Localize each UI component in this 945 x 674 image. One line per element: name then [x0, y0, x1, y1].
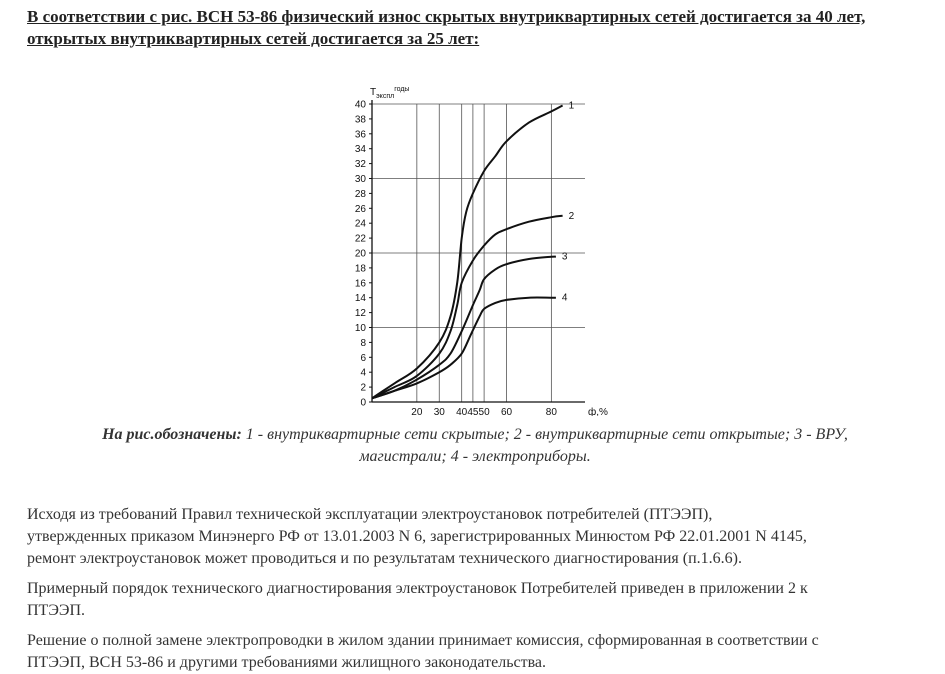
- paragraph-line: ремонт электроустановок может проводиться и по результатам технического диагностирования (п.1.6.6).: [27, 550, 742, 567]
- caption-label: На рис.обозначены:: [102, 426, 242, 443]
- series-label-4: 4: [561, 292, 568, 304]
- axis-labels: [370, 86, 608, 416]
- y-axis-label-sup: годы: [394, 86, 410, 93]
- x-tick-label: 30: [433, 407, 445, 416]
- series-curve-4: [372, 298, 556, 399]
- caption-line-1: [40, 424, 910, 446]
- y-tick-label: 20: [354, 248, 366, 260]
- x-axis-label: ф,%: [588, 407, 608, 416]
- y-tick-label: 32: [354, 159, 366, 171]
- heading-line-2: открытых внутриквартирных сетей достигается за 25 лет:: [27, 29, 480, 48]
- y-tick-label: 22: [354, 233, 366, 245]
- x-tick-label: 40: [456, 407, 468, 416]
- y-tick-label: 2: [360, 382, 366, 394]
- paragraph-line: утвержденных приказом Минэнерго РФ от 13.01.2003 N 6, зарегистрированных Минюстом РФ 22.01.2001 N 4145,: [27, 528, 807, 545]
- y-tick-label: 8: [360, 337, 366, 349]
- y-axis-label-sub: экспл: [376, 93, 395, 100]
- y-axis-label-main: Т: [370, 87, 377, 98]
- caption-line-2: магистрали; 4 - электроприборы.: [359, 448, 591, 465]
- y-tick-label: 4: [360, 367, 366, 379]
- y-tick-label: 12: [354, 308, 366, 320]
- y-tick-labels: [355, 100, 367, 409]
- x-tick-label: 60: [500, 407, 513, 416]
- y-tick-label: 10: [354, 323, 366, 334]
- paragraph-line: Исходя из требований Правил технической эксплуатации электроустановок потребителей (ПТЭЭП),: [27, 506, 713, 523]
- y-tick-label: 24: [354, 218, 366, 230]
- paragraph-ptee: [27, 504, 927, 570]
- x-tick-label: 45: [467, 407, 479, 416]
- y-tick-label: 18: [354, 263, 366, 275]
- caption-text: 1 - внутриквартирные сети скрытые; 2 - внутриквартирные сети открытые; 3 - ВРУ,: [241, 426, 848, 443]
- wear-chart: [340, 84, 610, 416]
- series-label-3: 3: [561, 251, 568, 263]
- paragraph-line: ПТЭЭП, ВСН 53-86 и другими требованиями жилищного законодательства.: [27, 654, 547, 671]
- heading-line-1: В соответствии с рис. ВСН 53-86 физический износ скрытых внутриквартирных сетей достигается за 40 лет,: [27, 7, 866, 26]
- paragraph-line: Решение о полной замене электропроводки в жилом здании принимает комиссия, сформированная в соответствии с: [27, 632, 819, 649]
- series-label-1: 1: [568, 100, 575, 112]
- x-tick-labels: [411, 407, 557, 416]
- paragraph-commission: [27, 630, 927, 674]
- y-axis-label: [370, 86, 409, 100]
- y-tick-label: 14: [354, 293, 366, 305]
- series-label-2: 2: [568, 210, 575, 222]
- series-curve-2: [372, 216, 563, 398]
- paragraph-diagnostics: [27, 578, 927, 622]
- y-tick-label: 36: [354, 129, 366, 141]
- chart-axes: [369, 100, 585, 402]
- x-tick-label: 80: [545, 407, 557, 416]
- y-tick-label: 40: [354, 99, 366, 111]
- y-tick-label: 0: [360, 397, 366, 409]
- y-tick-label: 16: [354, 278, 366, 290]
- x-tick-label: 20: [411, 407, 423, 416]
- figure-caption: [40, 424, 910, 468]
- series-curve-1: [372, 106, 563, 399]
- y-tick-label: 26: [354, 203, 366, 215]
- y-tick-label: 6: [360, 352, 366, 364]
- y-tick-label: 38: [354, 114, 366, 126]
- y-tick-label: 34: [354, 144, 366, 156]
- heading: [27, 6, 927, 50]
- y-tick-label: 30: [354, 174, 366, 185]
- paragraph-line: ПТЭЭП.: [27, 602, 86, 619]
- y-tick-label: 28: [354, 188, 366, 200]
- paragraph-line: Примерный порядок технического диагностирования электроустановок Потребителей приведен в приложении 2 к: [27, 580, 808, 597]
- wear-chart-svg: [340, 84, 610, 416]
- x-tick-label: 50: [478, 407, 490, 416]
